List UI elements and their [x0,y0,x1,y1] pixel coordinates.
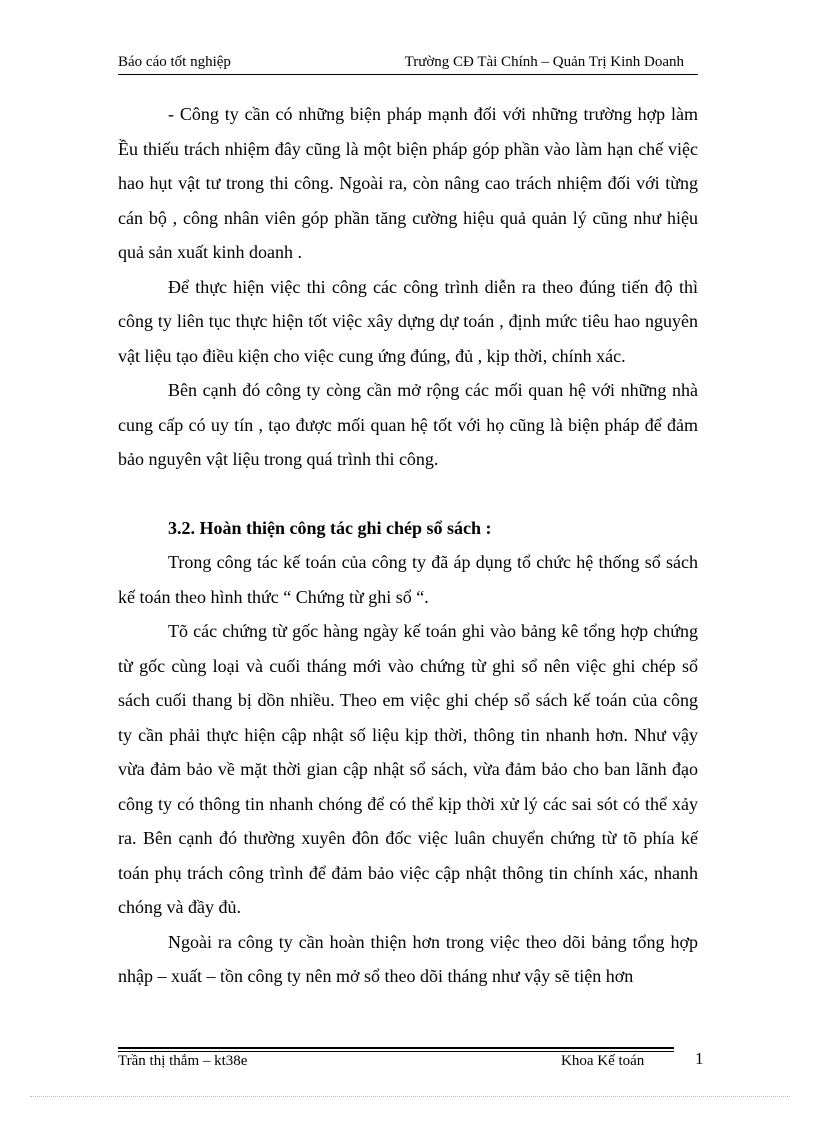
paragraph-4: Trong công tác kế toán của công ty đã áp dụng tổ chức hệ thống sổ sách kế toán theo hình thức “ Chứng từ ghi sổ “. [118,552,698,607]
footer-rule [118,1047,674,1049]
header-school-name: Trường CĐ Tài Chính – Quản Trị Kinh Doanh [404,54,684,70]
page-bottom-divider [30,1096,790,1097]
document-body [118,97,698,994]
footer-department: Khoa Kế toán [561,1053,645,1069]
header-report-title: Báo cáo tốt nghiệp [118,54,231,70]
page-header [118,50,698,75]
footer-author: Trần thị thắm – kt38e [118,1053,248,1069]
paragraph-6: Ngoài ra công ty cần hoàn thiện hơn trong việc theo dõi bảng tổng hợp nhập – xuất – tồn công ty nên mở sổ theo dõi tháng như vậy sẽ tiện hơn [118,931,698,986]
page-number: 1 [695,1049,704,1068]
paragraph-5: Tõ các chứng từ gốc hàng ngày kế toán ghi vào bảng kê tổng hợp chứng từ gốc cùng loại và cuối tháng mới vào chứng từ ghi sổ nên việc ghi chép sổ sách cuối thang bị dồn nhiều. Theo em việc ghi chép sổ sách kế toán của công ty cần phải thực hiện cập nhật số liệu kịp thời, thông tin nhanh hơn. Như vậy vừa đảm bảo về mặt thời gian cập nhật sổ sách, vừa đảm bảo cho ban lãnh đạo công ty có thông tin nhanh chóng để có thể kịp thời xử lý các sai sót có thể xảy ra. Bên cạnh đó thường xuyên đôn đốc việc luân chuyển chứng từ tõ phía kế toán phụ trách công trình để đảm bảo việc cập nhật thông tin chính xác, nhanh chóng và đầy đủ. [118,621,698,917]
section-heading: 3.2. Hoàn thiện công tác ghi chép sổ sách : [168,517,492,538]
paragraph-2: Để thực hiện việc thi công các công trình diễn ra theo đúng tiến độ thì công ty liên tục thực hiện tốt việc xây dựng dự toán , định mức tiêu hao nguyên vật liệu tạo điều kiện cho việc cung ứng đúng, đủ , kịp thời, chính xác. [118,276,698,366]
paragraph-3: Bên cạnh đó công ty còng cần mở rộng các mối quan hệ với những nhà cung cấp có uy tín , tạo được mối quan hệ tốt với họ cũng là biện pháp để đảm bảo nguyên vật liệu trong quá trình thi công. [118,380,698,469]
paragraph-1: - Công ty cần có những biện pháp mạnh đối với những trường hợp làm Ều thiếu trách nhiệm đây cũng là một biện pháp góp phần vào làm hạn chế việc hao hụt vật tư trong thi công. Ngoài ra, còn nâng cao trách nhiệm đối với từng cán bộ , công nhân viên góp phần tăng cường hiệu quả quản lý cũng như hiệu quả sản xuất kinh doanh . [118,104,698,262]
footer-rule-thin [118,1051,674,1052]
